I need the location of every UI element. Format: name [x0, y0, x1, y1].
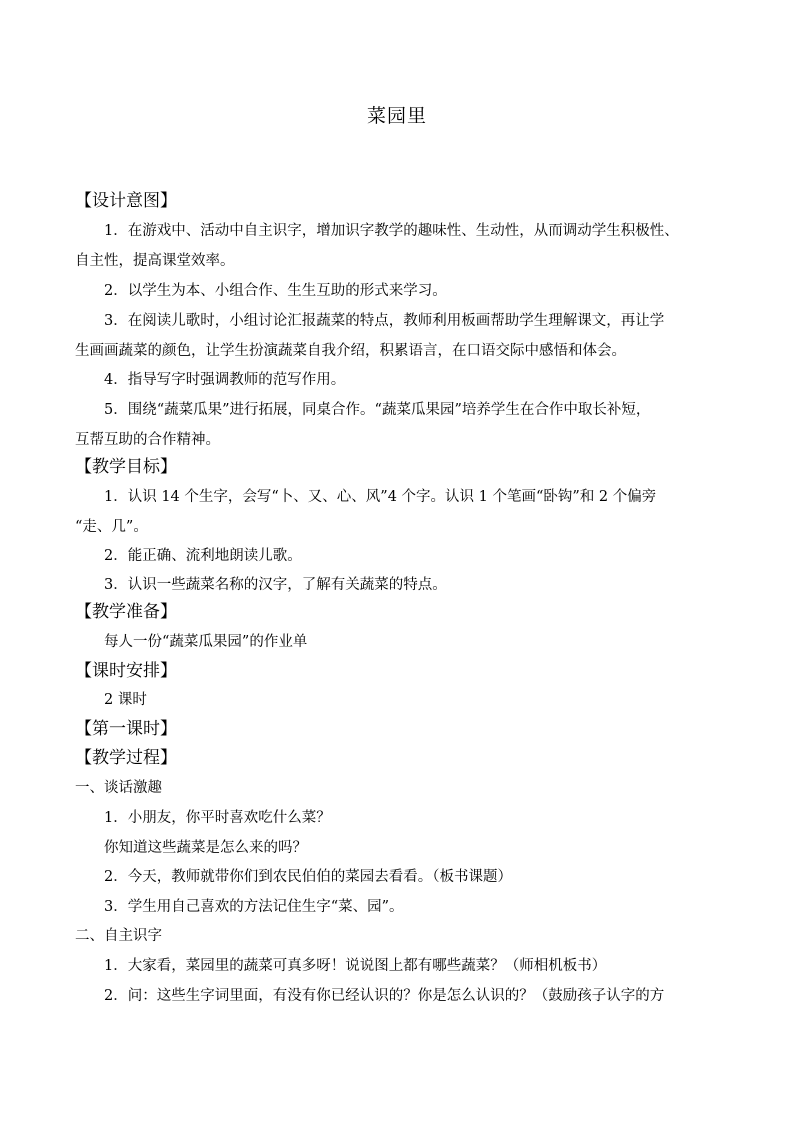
section-heading-goals: 【教学目标】: [75, 457, 177, 477]
paragraph-line: 3．认识一些蔬菜名称的汉字，了解有关蔬菜的特点。: [104, 577, 447, 593]
paragraph-line: 每人一份“蔬菜瓜果园”的作业单: [104, 634, 308, 650]
paragraph-line: 自主性，提高课堂效率。: [75, 253, 235, 269]
page-title: 菜园里: [366, 105, 427, 127]
paragraph-line: 2．问：这些生字词里面，有没有你已经认识的？你是怎么认识的？（鼓励孩子认字的方: [104, 988, 665, 1004]
paragraph-line: 3．在阅读儿歌时，小组讨论汇报蔬菜的特点，教师利用板画帮助学生理解课文，再让学: [104, 313, 665, 329]
paragraph-line: 2．以学生为本、小组合作、生生互助的形式来学习。: [104, 283, 447, 299]
section-heading-lesson-1: 【第一课时】: [75, 719, 177, 739]
section-heading-preparation: 【教学准备】: [75, 602, 177, 622]
section-heading-process: 【教学过程】: [75, 748, 177, 768]
paragraph-line: 2．能正确、流利地朗读儿歌。: [104, 548, 302, 564]
paragraph-line: 3．学生用自己喜欢的方法记住生字“菜、园”。: [104, 899, 404, 915]
paragraph-line: 4．指导写字时强调教师的范写作用。: [104, 372, 346, 388]
paragraph-line: 1．认识 14 个生字，会写“卜、又、心、风”4 个字。认识 1 个笔画“卧钩”和 2 个偏旁: [104, 489, 657, 505]
paragraph-line: 1．小朋友，你平时喜欢吃什么菜？: [104, 810, 331, 826]
paragraph-line: 2．今天，教师就带你们到农民伯伯的菜园去看看。（板书课题）: [104, 869, 512, 885]
paragraph-line: 你知道这些蔬菜是怎么来的吗？: [104, 840, 307, 856]
step-heading: 一、谈话激趣: [75, 780, 162, 796]
section-heading-design-intent: 【设计意图】: [75, 191, 177, 211]
paragraph-line: 1．在游戏中、活动中自主识字，增加识字教学的趣味性、生动性，从而调动学生积极性、: [104, 223, 679, 239]
step-heading: 二、自主识字: [75, 928, 162, 944]
paragraph-line: 互帮互助的合作精神。: [75, 432, 220, 448]
paragraph-line: 1．大家看，菜园里的蔬菜可真多呀！说说图上都有哪些蔬菜？（师相机板书）: [104, 958, 607, 974]
paragraph-line: 2 课时: [104, 692, 147, 708]
paragraph-line: “走、几”。: [75, 519, 148, 535]
section-heading-schedule: 【课时安排】: [75, 661, 177, 681]
paragraph-line: 5．围绕“蔬菜瓜果”进行拓展，同桌合作。“蔬菜瓜果园”培养学生在合作中取长补短，: [104, 402, 651, 418]
paragraph-line: 生画画蔬菜的颜色，让学生扮演蔬菜自我介绍，积累语言，在口语交际中感悟和体会。: [75, 343, 626, 359]
